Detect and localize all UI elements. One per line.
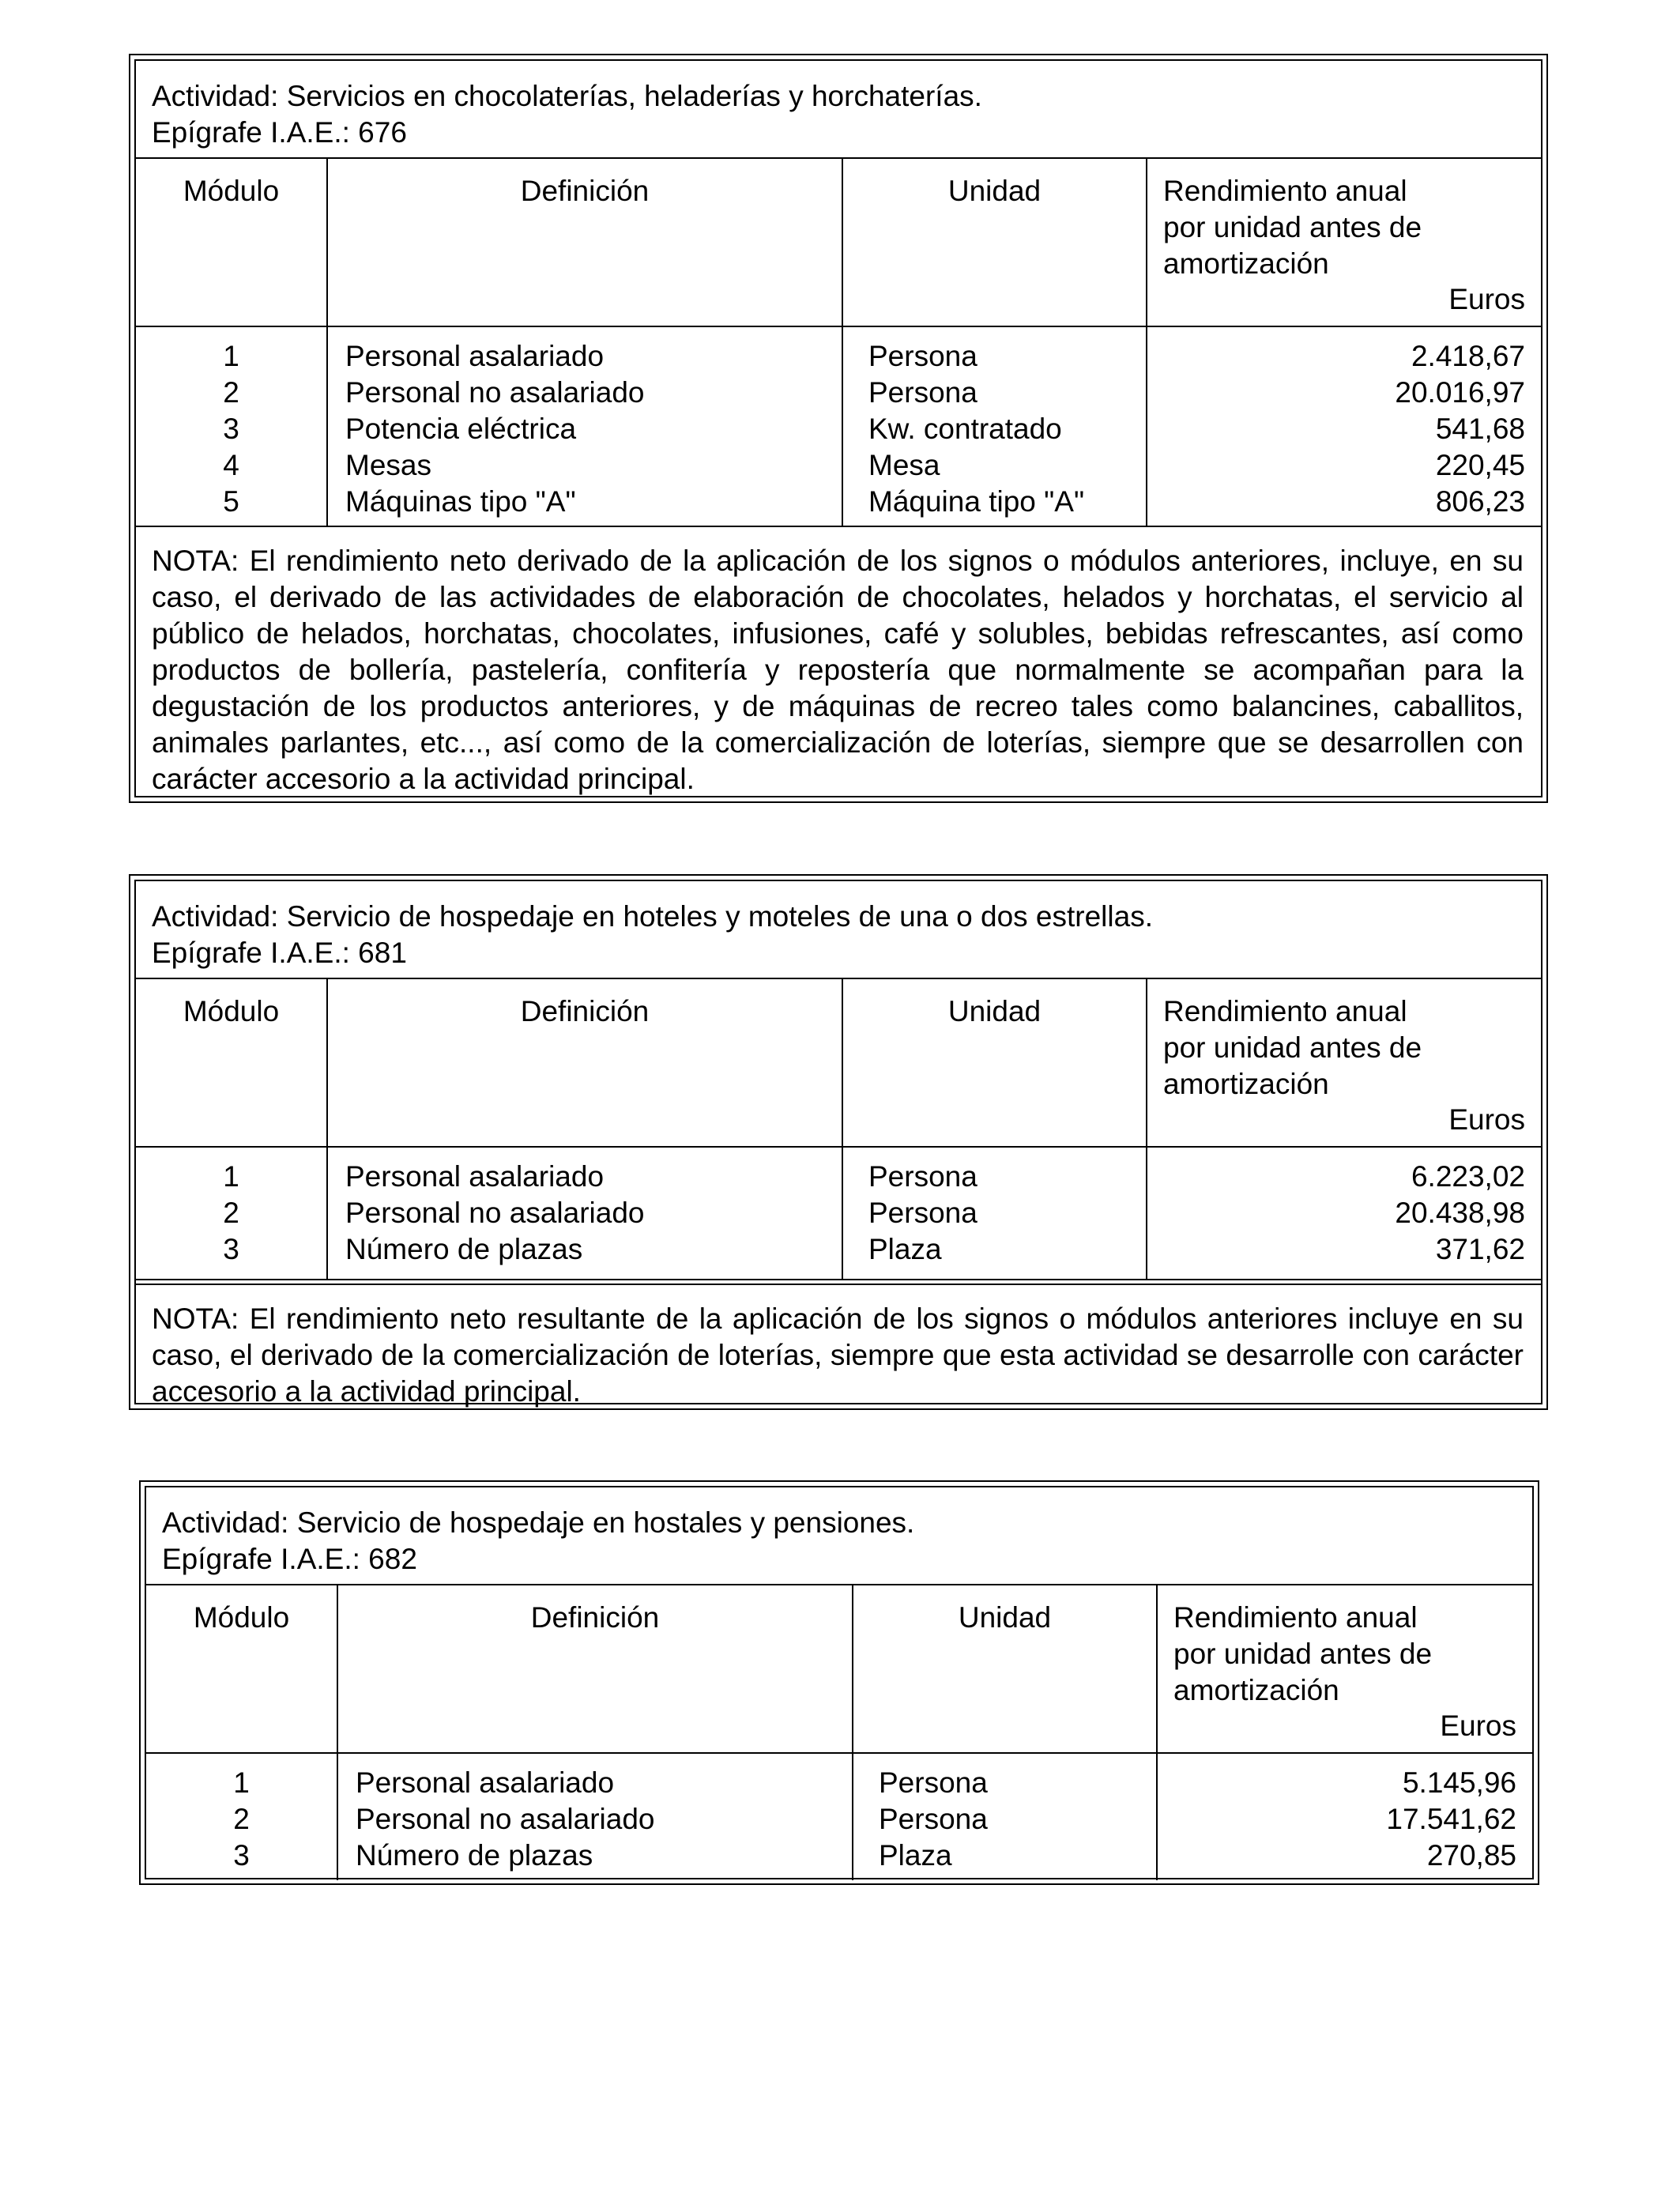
header-definicion: Definición	[328, 979, 843, 1146]
header-unidad: Unidad	[843, 979, 1147, 1146]
table-cell: Personal no asalariado	[345, 376, 645, 409]
table-cell: 20.438,98	[1395, 1197, 1525, 1229]
table-cell: 4	[223, 449, 239, 481]
table-cell: 1	[233, 1766, 250, 1799]
table-cell: 3	[223, 413, 239, 445]
column-modulo	[146, 1754, 338, 1880]
table-cell: Mesas	[345, 449, 431, 481]
column-modulo	[136, 327, 328, 526]
column-unidad	[843, 327, 1147, 526]
table-cell: 2	[223, 376, 239, 409]
table-cell: 541,68	[1435, 413, 1525, 445]
table-cell: 220,45	[1435, 449, 1525, 481]
column-definicion	[338, 1754, 853, 1880]
header-definicion: Definición	[338, 1585, 853, 1752]
table-block-681	[129, 874, 1548, 1410]
activity-header	[136, 881, 1541, 979]
table-cell: Potencia eléctrica	[345, 413, 577, 445]
activity-title: Actividad: Servicio de hospedaje en hoteles y moteles de una o dos estrellas.	[152, 900, 1153, 933]
table-cell: Persona	[868, 340, 977, 372]
table-cell: 20.016,97	[1395, 376, 1525, 409]
table-cell: 806,23	[1435, 485, 1525, 518]
column-header-row	[136, 979, 1541, 1148]
table-cell: Kw. contratado	[868, 413, 1062, 445]
table-cell: Personal asalariado	[356, 1766, 615, 1799]
header-definicion: Definición	[328, 159, 843, 326]
table-cell: 2.418,67	[1411, 340, 1525, 372]
data-rows	[136, 1148, 1541, 1280]
column-unidad	[843, 1148, 1147, 1279]
epigrafe-label: Epígrafe I.A.E.: 676	[152, 116, 407, 149]
table-cell: Persona	[868, 1197, 977, 1229]
column-modulo	[136, 1148, 328, 1279]
data-rows	[136, 327, 1541, 527]
header-rendimiento: Rendimiento anual por unidad antes de amortización Euros	[1147, 979, 1541, 1146]
table-cell: Personal no asalariado	[345, 1197, 645, 1229]
epigrafe-label: Epígrafe I.A.E.: 681	[152, 937, 407, 969]
table-cell: 3	[223, 1233, 239, 1265]
note-text: NOTA: El rendimiento neto derivado de la aplicación de los signos o módulos anteriores, incluye, en su caso, el derivado de las actividades de elaboración de chocolates, helados y horchatas, el servicio al público de helados, horchatas, chocolates, infusiones, café y solubles, bebidas refrescantes, así como productos de bollería, pastelería, confitería y repostería que normalmente se acompañan para la degustación de los productos anteriores, y de máquinas de recreo tales como balancines, caballitos, animales parlantes, etc..., así como de la comercialización de loterías, siempre que se desarrollen con carácter accesorio a la actividad principal.	[152, 545, 1524, 795]
table-cell: Personal asalariado	[345, 1160, 605, 1193]
column-header-row	[146, 1585, 1532, 1754]
table-cell: Plaza	[868, 1233, 942, 1265]
note-text: NOTA: El rendimiento neto resultante de la aplicación de los signos o módulos anteriores incluye en su caso, el derivado de la comercialización de loterías, siempre que esta actividad se desarrolle con carácter accesorio a la actividad principal.	[136, 1284, 1541, 1410]
table-cell: Máquinas tipo "A"	[345, 485, 576, 518]
activity-title: Actividad: Servicio de hospedaje en hostales y pensiones.	[162, 1506, 915, 1539]
column-rendimiento	[1158, 1754, 1532, 1880]
table-frame	[145, 1486, 1534, 1879]
column-rendimiento	[1147, 327, 1541, 526]
table-cell: Personal asalariado	[345, 340, 605, 372]
column-header-row	[136, 159, 1541, 327]
table-frame	[134, 59, 1543, 797]
table-cell: Persona	[879, 1766, 988, 1799]
table-block-676	[129, 54, 1548, 803]
header-euros: Euros	[1448, 283, 1525, 315]
header-unidad: Unidad	[853, 1585, 1158, 1752]
epigrafe-label: Epígrafe I.A.E.: 682	[162, 1543, 417, 1575]
activity-header	[136, 61, 1541, 159]
table-cell: 2	[233, 1803, 250, 1835]
table-cell: 17.541,62	[1386, 1803, 1516, 1835]
table-cell: Número de plazas	[356, 1839, 593, 1872]
table-cell: 6.223,02	[1411, 1160, 1525, 1193]
column-definicion	[328, 327, 843, 526]
header-modulo: Módulo	[136, 979, 328, 1146]
header-rendimiento: Rendimiento anual por unidad antes de amortización Euros	[1158, 1585, 1532, 1752]
table-cell: Persona	[868, 376, 977, 409]
table-cell: Personal no asalariado	[356, 1803, 655, 1835]
column-unidad	[853, 1754, 1158, 1880]
table-cell: Mesa	[868, 449, 940, 481]
table-cell: Persona	[879, 1803, 988, 1835]
table-block-682	[139, 1480, 1539, 1885]
column-rendimiento	[1147, 1148, 1541, 1279]
table-cell: 5.145,96	[1402, 1766, 1516, 1799]
activity-header	[146, 1487, 1532, 1585]
data-rows	[146, 1754, 1532, 1880]
table-cell: Número de plazas	[345, 1233, 583, 1265]
header-euros: Euros	[1448, 1103, 1525, 1136]
header-rendimiento: Rendimiento anual por unidad antes de amortización Euros	[1147, 159, 1541, 326]
table-cell: 2	[223, 1197, 239, 1229]
table-cell: 5	[223, 485, 239, 518]
table-cell: 1	[223, 1160, 239, 1193]
activity-title: Actividad: Servicios en chocolaterías, heladerías y horchaterías.	[152, 80, 982, 112]
table-cell: Máquina tipo "A"	[868, 485, 1085, 518]
table-cell: 1	[223, 340, 239, 372]
table-cell: 270,85	[1426, 1839, 1516, 1872]
column-definicion	[328, 1148, 843, 1279]
header-euros: Euros	[1440, 1710, 1516, 1742]
header-modulo: Módulo	[146, 1585, 338, 1752]
table-frame	[134, 880, 1543, 1408]
header-unidad: Unidad	[843, 159, 1147, 326]
header-modulo: Módulo	[136, 159, 328, 326]
table-cell: Persona	[868, 1160, 977, 1193]
table-cell: 3	[233, 1839, 250, 1872]
table-cell: 371,62	[1435, 1233, 1525, 1265]
table-cell: Plaza	[879, 1839, 952, 1872]
